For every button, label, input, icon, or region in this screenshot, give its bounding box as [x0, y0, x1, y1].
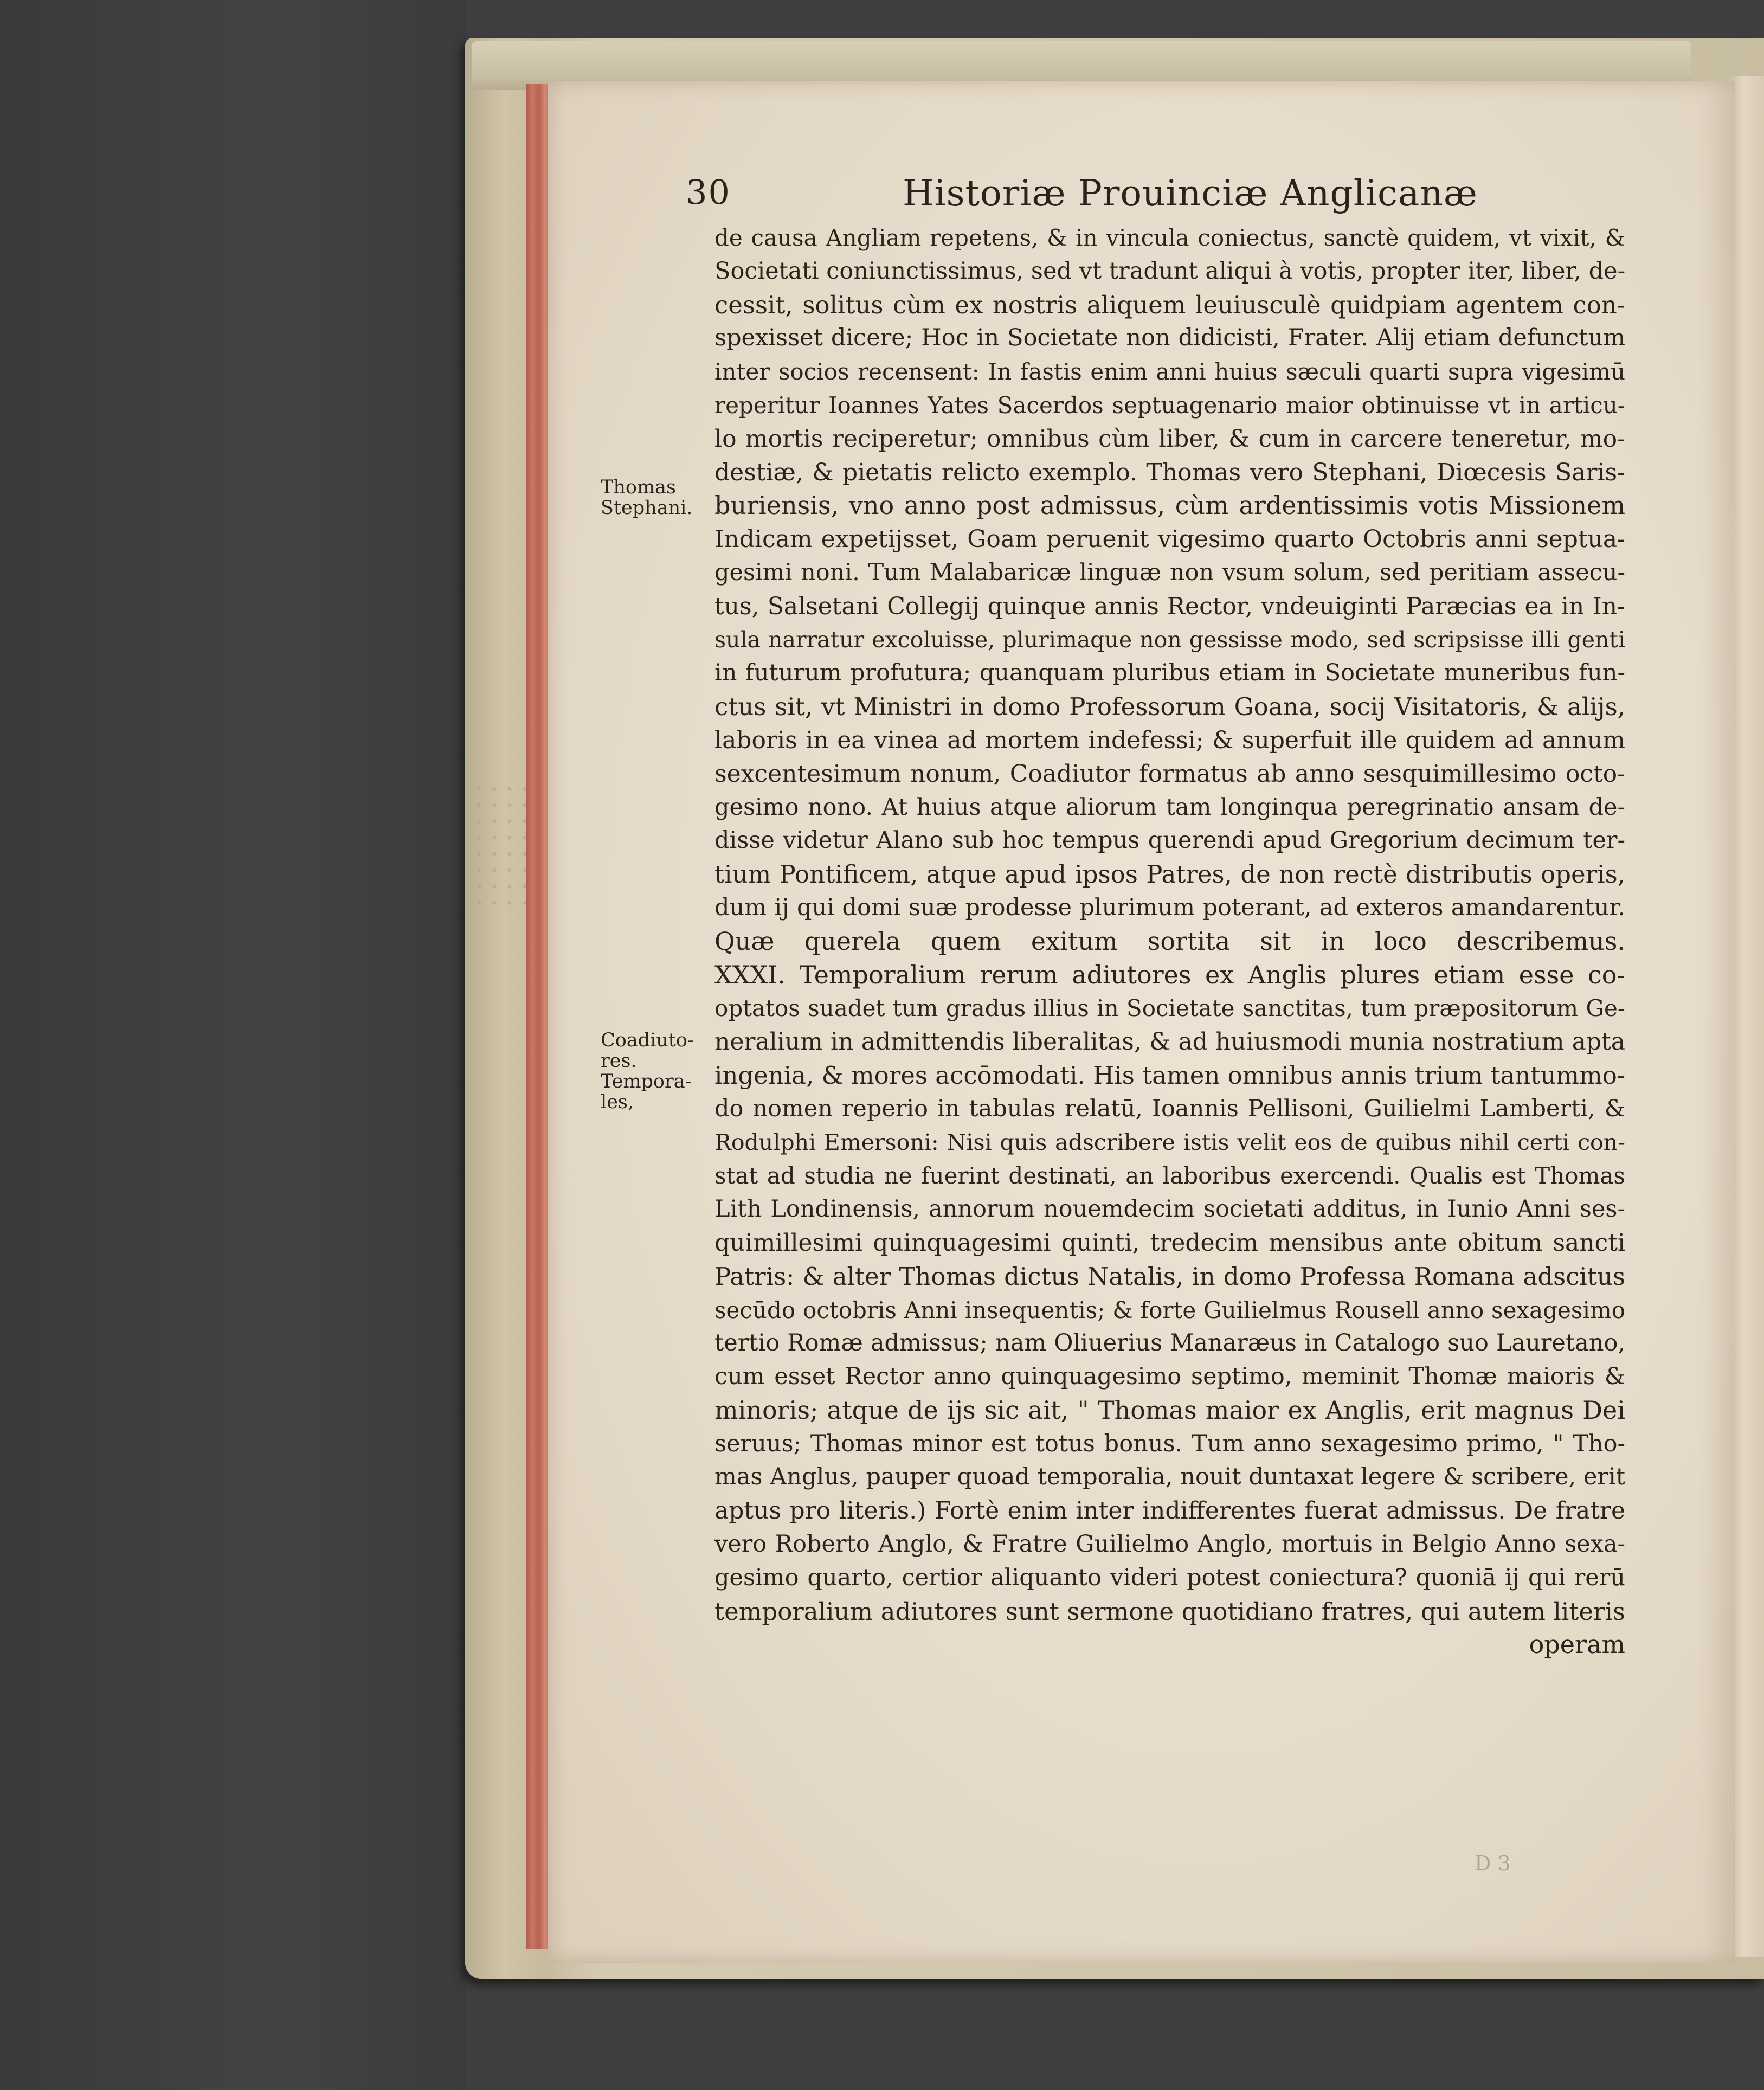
text-line: ingenia, & mores accōmodati. His tamen omnibus annis trium tantummo- — [714, 1060, 1625, 1090]
text-line: XXXI. Temporalium rerum adiutores ex Anglis plures etiam esse co- — [714, 960, 1625, 989]
text-line: tertio Romæ admissus; nam Oliuerius Manaræus in Catalogo suo Lauretano, — [714, 1329, 1625, 1357]
text-line: cum esset Rector anno quinquagesimo septimo, meminit Thomæ maioris & — [714, 1363, 1625, 1391]
text-line: buriensis, vno anno post admissus, cùm ardentissimis votis Missionem — [714, 491, 1625, 520]
margin-note-line: Tempora- — [601, 1071, 692, 1092]
text-line: quimillesimi quinquagesimi quinti, tredecim mensibus ante obitum sancti — [714, 1229, 1625, 1257]
text-line: destiæ, & pietatis relicto exemplo. Thomas vero Stephani, Diœcesis Saris- — [714, 458, 1625, 486]
text-line: sexcentesimum nonum, Coadiutor formatus ab anno sesquimillesimo octo- — [714, 760, 1625, 788]
text-line: Lith Londinensis, annorum nouemdecim societati additus, in Iunio Anni ses- — [714, 1195, 1625, 1223]
text-line: de causa Angliam repetens, & in vincula coniectus, sanctè quidem, vt vixit, & — [714, 224, 1625, 251]
text-line: optatos suadet tum gradus illius in Societate sanctitas, tum præpositorum Ge- — [714, 995, 1625, 1022]
text-line: reperitur Ioannes Yates Sacerdos septuagenario maior obtinuisse vt in articu- — [714, 391, 1625, 419]
signature-mark: D 3 — [1475, 1851, 1511, 1875]
margin-note-line: Coadiuto- — [601, 1030, 694, 1051]
text-line: gesimo quarto, certior aliquanto videri potest coniectura? quoniā ij qui rerū — [714, 1564, 1625, 1591]
text-line: laboris in ea vinea ad mortem indefessi; & superfuit ille quidem ad annum — [714, 726, 1625, 754]
text-line: cessit, solitus cùm ex nostris aliquem leuiusculè quidpiam agentem con- — [714, 290, 1625, 319]
margin-note-coadiutores — [601, 1030, 709, 1112]
text-line: aptus pro literis.) Fortè enim inter indifferentes fuerat admissus. De fratre — [714, 1497, 1625, 1525]
text-line: seruus; Thomas minor est totus bonus. Tum anno sexagesimo primo, " Tho- — [714, 1430, 1625, 1457]
text-line: disse videtur Alano sub hoc tempus querendi apud Gregorium decimum ter- — [714, 827, 1625, 854]
margin-note-line: Stephani. — [601, 497, 693, 519]
text-line: neralium in admittendis liberalitas, & ad huiusmodi munia nostratium apta — [714, 1028, 1625, 1056]
page-title: Historiæ Prouinciæ Anglicanæ — [903, 172, 1478, 214]
text-line: inter socios recensent: In fastis enim anni huius sæculi quarti supra vigesimū — [714, 358, 1625, 385]
page-number: 30 — [686, 172, 731, 212]
text-line: Quæ querela quem exitum sortita sit in loco describemus. — [714, 926, 1625, 956]
text-line: sula narratur excoluisse, plurimaque non gessisse modo, sed scripsisse illi genti — [714, 626, 1625, 653]
text-line: Indicam expetijsset, Goam peruenit vigesimo quarto Octobris anni septua- — [714, 525, 1625, 554]
text-line: Societati coniunctissimus, sed vt tradunt aliqui à votis, propter iter, liber, de- — [714, 257, 1625, 285]
text-line: spexisset dicere; Hoc in Societate non didicisti, Frater. Alij etiam defunctum — [714, 324, 1625, 352]
text-line: Rodulphi Emersoni: Nisi quis adscribere istis velit eos de quibus nihil certi con- — [714, 1129, 1625, 1155]
text-line: do nomen reperio in tabulas relatū, Ioannis Pellisoni, Guilielmi Lamberti, & — [714, 1095, 1625, 1122]
background — [0, 0, 466, 2090]
text-line: tium Pontificem, atque apud ipsos Patres, de non rectè distributis operis, — [714, 860, 1625, 889]
body-text — [714, 221, 1625, 1662]
text-line: stat ad studia ne fuerint destinati, an laboribus exercendi. Qualis est Thomas — [714, 1162, 1625, 1189]
text-line: mas Anglus, pauper quoad temporalia, nouit duntaxat legere & scribere, erit — [714, 1463, 1625, 1491]
margin-note-line: les, — [601, 1091, 634, 1113]
text-line: gesimo nono. At huius atque aliorum tam longinqua peregrinatio ansam de- — [714, 793, 1625, 821]
margin-note-line: Thomas — [601, 477, 676, 498]
running-head — [686, 172, 1634, 227]
text-line: secūdo octobris Anni insequentis; & forte Guilielmus Rousell anno sexagesimo — [714, 1296, 1625, 1323]
margin-note-thomas-stephani — [601, 477, 709, 518]
text-line: minoris; atque de ijs sic ait, " Thomas maior ex Anglis, erit magnus Dei — [714, 1395, 1625, 1425]
text-line: vero Roberto Anglo, & Fratre Guilielmo Anglo, mortuis in Belgio Anno sexa- — [714, 1530, 1625, 1558]
text-line: lo mortis reciperetur; omnibus cùm liber, & cum in carcere teneretur, mo- — [714, 425, 1625, 453]
text-line: tus, Salsetani Collegij quinque annis Rector, vndeuiginti Paræcias ea in In- — [714, 592, 1625, 620]
margin-note-line: res. — [601, 1050, 637, 1072]
text-line: dum ij qui domi suæ prodesse plurimum poterant, ad exteros amandarentur. — [714, 893, 1625, 921]
text-line: ctus sit, vt Ministri in domo Professorum Goana, socij Visitatoris, & alijs, — [714, 692, 1625, 722]
text-line: temporalium adiutores sunt sermone quotidiano fratres, qui autem literis — [714, 1597, 1625, 1626]
text-line: in futurum profutura; quanquam pluribus etiam in Societate muneribus fun- — [714, 659, 1625, 687]
text-line: gesimi noni. Tum Malabaricæ linguæ non vsum solum, sed peritiam assecu- — [714, 558, 1625, 586]
text-line: Patris: & alter Thomas dictus Natalis, in domo Professa Romana adscitus — [714, 1262, 1625, 1291]
catchword: operam — [1529, 1630, 1625, 1660]
